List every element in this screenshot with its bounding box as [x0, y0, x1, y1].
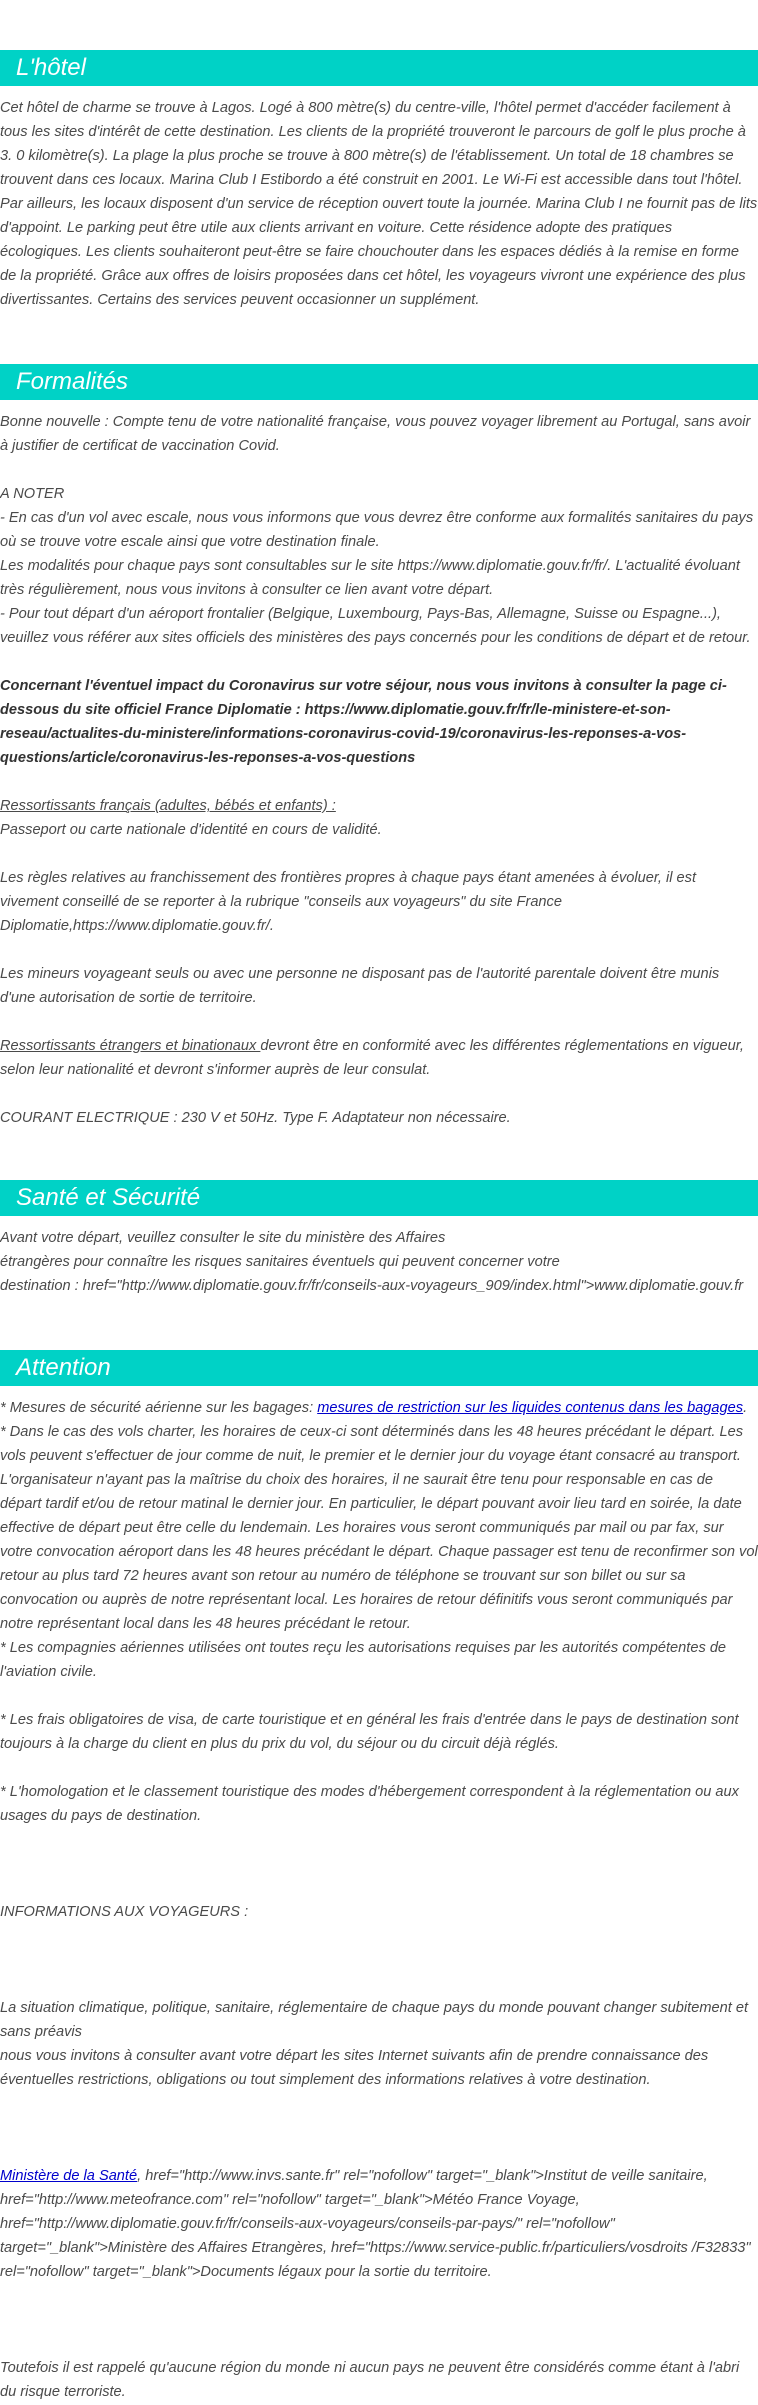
- section-attention: [0, 1350, 758, 2404]
- hotel-description: Cet hôtel de charme se trouve à Lagos. Logé à 800 mètre(s) du centre-ville, l'hôtel permet d'accéder facilement à tous les sites d'intérêt de cette destination. Les clients de la propriété trouveront le parcours de golf le plus proche à 3. 0 kilomètre(s). La plage la plus proche se trouve à 800 mètre(s) de l'établissement. Un total de 18 chambres se trouvent dans ces locaux. Marina Club I Estibordo a été construit en 2001. Le Wi-Fi est accessible dans tout l'hôtel. Par ailleurs, les locaux disposent d'un service de réception ouvert toute la journée. Marina Club I ne fournit pas de lits d'appoint. Le parking peut être utile aux clients arrivant en voiture. Cette résidence adopte des pratiques écologiques. Les clients souhaiteront peut-être se faire chouchouter dans les espaces dédiés à la remise en forme de la propriété. Grâce aux offres de loisirs proposées dans cet hôtel, les voyageurs vivront une expérience des plus divertissantes. Certains des services peuvent occasionner un supplément.: [0, 100, 758, 308]
- minors-note: Les mineurs voyageant seuls ou avec une personne ne disposant pas de l'autorité parentale doivent être munis d'une autorisation de sortie de territoire.: [0, 966, 720, 1006]
- section-title-sante: Santé et Sécurité: [0, 1180, 758, 1216]
- section-title-hotel: L'hôtel: [0, 50, 758, 86]
- visa-fees-note: * Les frais obligatoires de visa, de carte touristique et en général les frais d'entrée dans le pays de destination sont toujours à la charge du client en plus du prix du vol, du séjour ou du circuit déjà réglés.: [0, 1712, 739, 1752]
- foreign-nationals-text: devront être en conformité avec les différentes réglementations en vigueur, selon leur nationalité et devront s'informer auprès de leur consulat.: [0, 1038, 744, 1078]
- covid-impact-note: Concernant l'éventuel impact du Coronavirus sur votre séjour, nous vous invitons à consulter la page ci-dessous du site officiel France Diplomatie : https://www.diplomatie.gouv.fr/fr/le-ministere-et-son-reseau/actualites-du-ministere/informations-coronavirus-covid-19/coronavirus-les-reponses-a-vos-questions/article/coronavirus-les-reponses-a-vos-questions: [0, 678, 727, 766]
- terrorism-note: Toutefois il est rappelé qu'aucune région du monde ni aucun pays ne peuvent être considérés comme étant à l'abri du risque terroriste.: [0, 2360, 740, 2400]
- homologation-note: * L'homologation et le classement touristique des modes d'hébergement correspondent à la réglementation ou aux usages du pays de destination.: [0, 1784, 739, 1824]
- section-title-attention: Attention: [0, 1350, 758, 1386]
- situation-line-1: La situation climatique, politique, sanitaire, réglementaire de chaque pays du monde pouvant changer subitement et sans préavis: [0, 2000, 748, 2040]
- charter-flights-note: * Dans le cas des vols charter, les horaires de ceux-ci sont déterminés dans les 48 heures précédant le départ. Les vols peuvent s'effectuer de jour comme de nuit, le premier et le dernier jour du voyage étant consacré au transport. L'organisateur n'ayant pas la maîtrise du choix des horaires, il ne saurait être tenu pour responsable en cas de départ tardif et/ou de retour matinal le dernier jour. En particulier, le départ pouvant avoir lieu tard en soirée, la date effective de départ peut être celle du lendemain. Les horaires vous seront communiqués par mail ou par fax, sur votre convocation aéroport dans les 48 heures précédant le départ. Chaque passager est tenu de reconfirmer son vol retour au plus tard 72 heures avant son retour au numéro de téléphone se trouvant sur son billet ou sur sa convocation ou auprès de notre représentant local. Les horaires de retour définitifs vous seront communiqués par notre représentant local dans les 48 heures précédant le retour.: [0, 1424, 758, 1632]
- travellers-info-title: INFORMATIONS AUX VOYAGEURS :: [0, 1904, 249, 1920]
- covid-vaccination-note: Bonne nouvelle : Compte tenu de votre nationalité française, vous pouvez voyager librement au Portugal, sans avoir à justifier de certificat de vaccination Covid.: [0, 414, 751, 454]
- baggage-prefix: * Mesures de sécurité aérienne sur les bagages:: [0, 1400, 318, 1416]
- baggage-security-note: [0, 1396, 758, 1420]
- ministere-sante-link[interactable]: Ministère de la Santé: [0, 2168, 138, 2184]
- section-title-formalites: Formalités: [0, 364, 758, 400]
- foreign-nationals-note: [0, 1034, 758, 1082]
- useful-links: [0, 2164, 758, 2284]
- section-hotel: [0, 50, 758, 312]
- french-nationals-title: Ressortissants français (adultes, bébés et enfants) :: [0, 798, 336, 814]
- sante-line-1: Avant votre départ, veuillez consulter le site du ministère des Affaires: [0, 1230, 446, 1246]
- french-nationals-text: Passeport ou carte nationale d'identité en cours de validité.: [0, 822, 382, 838]
- sante-line-2: étrangères pour connaître les risques sanitaires éventuels qui peuvent concerner votre: [0, 1254, 560, 1270]
- section-formalites: [0, 364, 758, 1130]
- sante-line-3: destination : href="http://www.diplomatie.gouv.fr/fr/conseils-aux-voyageurs_909/index.html">www.diplomatie.gouv.fr: [0, 1278, 744, 1294]
- electric-current-note: COURANT ELECTRIQUE : 230 V et 50Hz. Type F. Adaptateur non nécessaire.: [0, 1110, 511, 1126]
- noter-modalites: Les modalités pour chaque pays sont consultables sur le site https://www.diplomatie.gouv.fr/fr/. L'actualité évoluant très régulièrement, nous vous invitons à consulter ce lien avant votre départ.: [0, 558, 740, 598]
- useful-links-text: , href="http://www.invs.sante.fr" rel="nofollow" target="_blank">Institut de veille sanitaire, href="http://www.meteofrance.com" rel="nofollow" target="_blank">Météo France Voyage, href="http://www.diplomatie.gouv.fr/fr/conseils-aux-voyageurs/conseils-par-pays/" rel="nofollow" target="_blank">Ministère des Affaires Etrangères, href="https://www.service-public.fr/particuliers/vosdroits /F32833" rel="nofollow" target="_blank">Documents légaux pour la sortie du territoire.: [0, 2168, 751, 2280]
- noter-escale: - En cas d'un vol avec escale, nous vous informons que vous devrez être conforme aux formalités sanitaires du pays où se trouve votre escale ainsi que votre destination finale.: [0, 510, 754, 550]
- baggage-suffix: .: [743, 1400, 748, 1416]
- liquid-restrictions-link[interactable]: mesures de restriction sur les liquides contenus dans les bagages: [317, 1400, 744, 1416]
- noter-title: A NOTER: [0, 486, 65, 502]
- noter-frontalier: - Pour tout départ d'un aéroport frontalier (Belgique, Luxembourg, Pays-Bas, Allemagne, Suisse ou Espagne...), veuillez vous référer aux sites officiels des ministères des pays concernés pour les conditions de départ et de retour.: [0, 606, 751, 646]
- section-sante: [0, 1180, 758, 1298]
- situation-line-2: nous vous invitons à consulter avant votre départ les sites Internet suivants afin de prendre connaissance des éventuelles restrictions, obligations ou tout simplement des informations relatives à votre destination.: [0, 2048, 709, 2088]
- airlines-note: * Les compagnies aériennes utilisées ont toutes reçu les autorisations requises par les autorités compétentes de l'aviation civile.: [0, 1640, 727, 1680]
- foreign-nationals-title: Ressortissants étrangers et binationaux: [0, 1038, 261, 1054]
- border-rules-note: Les règles relatives au franchissement des frontières propres à chaque pays étant amenées à évoluer, il est vivement conseillé de se reporter à la rubrique "conseils aux voyageurs" du site France Diplomatie,https://www.diplomatie.gouv.fr/.: [0, 870, 697, 934]
